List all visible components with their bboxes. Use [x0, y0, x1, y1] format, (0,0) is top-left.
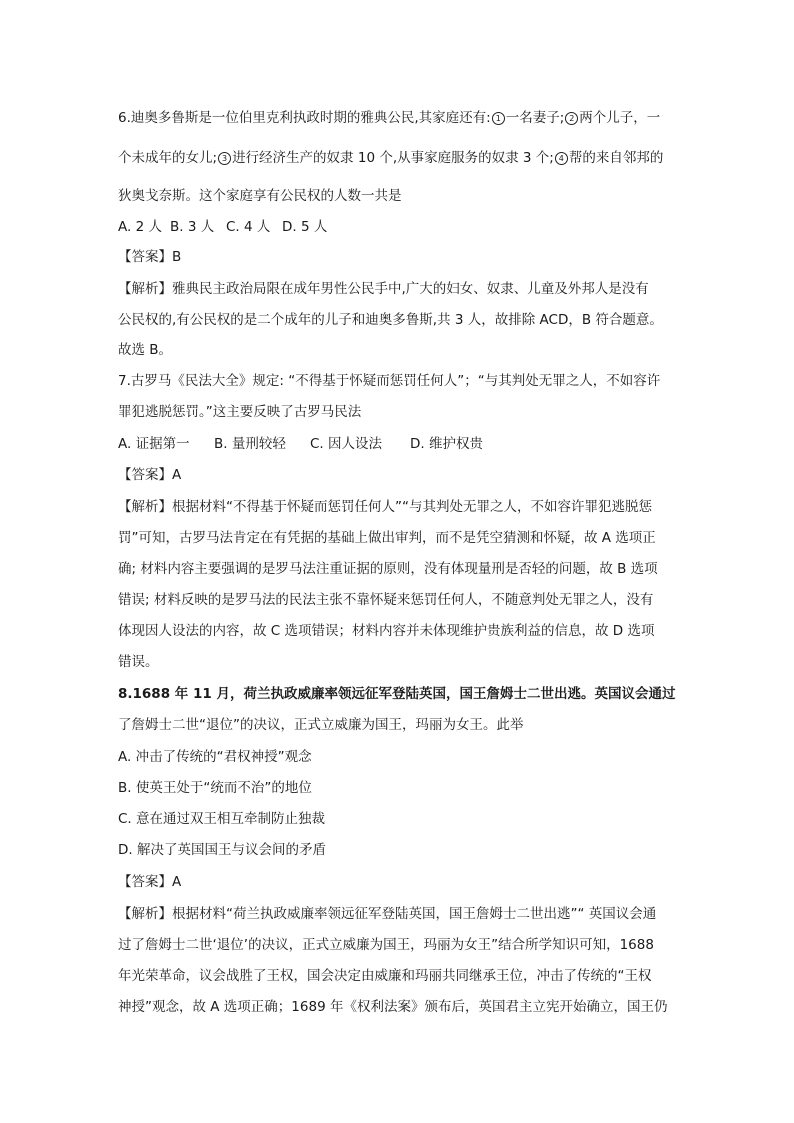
q6-option-d: D. 5 人: [282, 219, 328, 235]
q8-answer: 【答案】A: [118, 874, 182, 890]
q6-options: [118, 217, 327, 237]
circled-number: 2: [565, 112, 578, 125]
q6-explanation-line: 【解析】雅典民主政治局限在成年男性公民手中,广大的妇女、奴隶、儿童及外邦人是没有: [118, 281, 649, 297]
q6-explanation-line: 故选 B。: [118, 342, 173, 358]
q8-stem-line-2: 了詹姆士二世“退位”的决议，正式立威廉为国王，玛丽为女王。此举: [118, 717, 524, 733]
q6-option-c: C. 4 人: [226, 219, 271, 235]
q6-stem-line-3: 狄奥戈奈斯。这个家庭享有公民权的人数一共是: [118, 188, 402, 204]
q7-answer: 【答案】A: [118, 467, 182, 483]
q8-explanation-line: 过了詹姆士二世‘退位’的决议，正式立威廉为国王，玛丽为女王”结合所学知识可知，1688: [118, 937, 654, 953]
q6-stem-line-2: 个未成年的女儿; 3 进行经济生产的奴隶 10 个,从事家庭服务的奴隶 3 个; 4 帮的来自邻邦的: [118, 150, 664, 166]
q7-explanation-line: 【解析】根据材料“不得基于怀疑而惩罚任何人”“与其判处无罪之人，不如容许罪犯逃脱惩: [118, 499, 652, 515]
q7-explanation-line: 错误。: [118, 654, 159, 670]
q7-explanation-line: 确; 材料内容主要强调的是罗马法注重证据的原则，没有体现量刑是否轻的问题，故 B 选项: [118, 561, 658, 577]
q7-option-a: A. 证据第一: [118, 436, 190, 452]
q6-answer: 【答案】B: [118, 249, 182, 265]
q7-options: [118, 434, 483, 454]
q6-stem-line-1: 6.迪奥多鲁斯是一位伯里克利执政时期的雅典公民,其家庭还有: 1 一名妻子; 2 两个儿子，一: [118, 110, 661, 126]
q6-explanation-line: 公民权的,有公民权的是二个成年的儿子和迪奥多鲁斯,共 3 人，故排除 ACD，B 符合题意。: [118, 312, 663, 328]
q8-option-b: B. 使英王处于“统而不治”的地位: [118, 780, 312, 796]
q7-stem-line-1: 7.古罗马《民法大全》规定: “不得基于怀疑而惩罚任何人”；“与其判处无罪之人，不如容许: [118, 373, 661, 389]
q6-option-b: B. 3 人: [170, 219, 215, 235]
q7-option-d: D. 维护权贵: [410, 436, 483, 452]
circled-number: 3: [218, 152, 231, 165]
q8-option-a: A. 冲击了传统的“君权神授”观念: [118, 749, 312, 765]
q7-explanation-line: 罚”可知，古罗马法肯定在有凭据的基础上做出审判，而不是凭空猜测和怀疑，故 A 选项正: [118, 530, 656, 546]
q8-explanation-line: 神授”观念，故 A 选项正确；1689 年《权利法案》颁布后，英国君主立宪开始确立，国王仍: [118, 999, 668, 1015]
q8-stem-line-1: 8.1688 年 11 月，荷兰执政威廉率领远征军登陆英国，国王詹姆士二世出逃。英国议会通过: [118, 686, 676, 702]
q6-option-a: A. 2 人: [118, 219, 162, 235]
q7-explanation-line: 体现因人设法的内容，故 C 选项错误；材料内容并未体现维护贵族利益的信息，故 D 选项: [118, 623, 655, 639]
q7-explanation-line: 错误; 材料反映的是罗马法的民法主张不靠怀疑来惩罚任何人，不随意判处无罪之人，没有: [118, 592, 654, 608]
q7-option-c: C. 因人设法: [310, 436, 383, 452]
q8-explanation-line: 【解析】根据材料“荷兰执政威廉率领远征军登陆英国，国王詹姆士二世出逃”“ 英国议会通: [118, 906, 657, 922]
q8-option-d: D. 解决了英国国王与议会间的矛盾: [118, 842, 326, 858]
circled-number: 4: [555, 152, 568, 165]
q7-option-b: B. 量刑较轻: [214, 436, 286, 452]
q8-explanation-line: 年光荣革命，议会战胜了王权，国会决定由威廉和玛丽共同继承王位，冲击了传统的“王权: [118, 968, 652, 984]
q7-stem-line-2: 罪犯逃脱惩罚。”这主要反映了古罗马民法: [118, 404, 362, 420]
circled-number: 1: [492, 112, 505, 125]
q8-option-c: C. 意在通过双王相互牵制防止独裁: [118, 811, 326, 827]
